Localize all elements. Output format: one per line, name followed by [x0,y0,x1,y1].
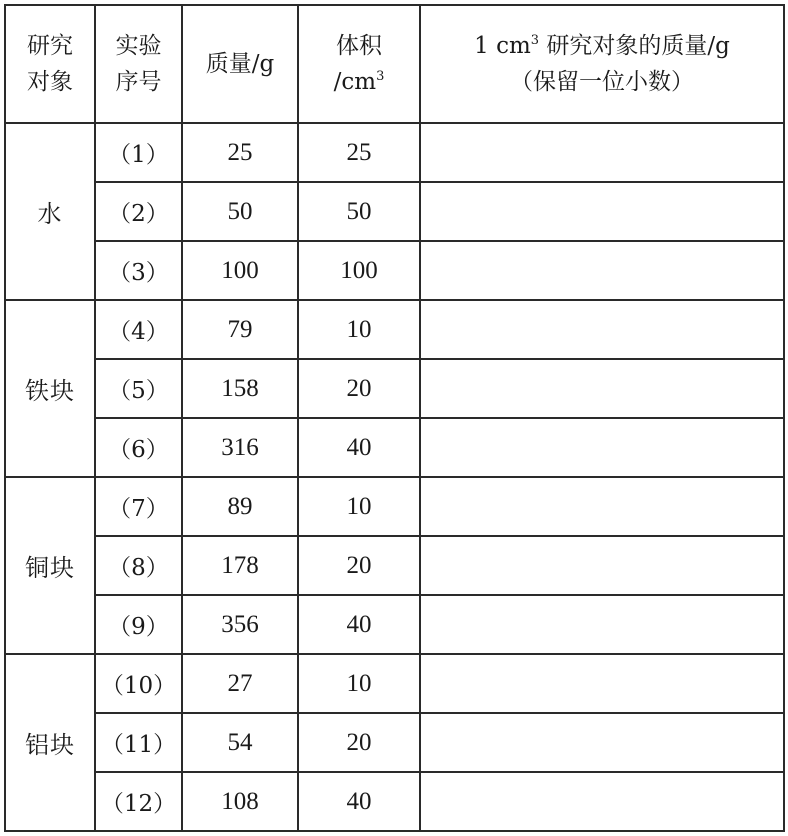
table-row [5,123,784,182]
trial-cell: （2） [95,182,182,241]
mass-cell: 108 [182,772,298,831]
volume-cell: 10 [298,477,420,536]
mass-cell: 316 [182,418,298,477]
unit-mass-answer-cell[interactable] [420,654,784,713]
unit-mass-answer-cell[interactable] [420,772,784,831]
trial-cell: （11） [95,713,182,772]
table-row [5,418,784,477]
table-row [5,536,784,595]
trial-cell: （12） [95,772,182,831]
header-trial-line-2: 序号 [115,69,162,95]
density-experiment-table [4,4,785,832]
trial-cell: （1） [95,123,182,182]
header-trial [95,5,182,123]
table-row [5,595,784,654]
unit-mass-answer-cell[interactable] [420,300,784,359]
header-unit-mass-line-2: （保留一位小数） [510,69,694,95]
unit-mass-answer-cell[interactable] [420,418,784,477]
header-unit-mass [420,5,784,123]
volume-cell: 10 [298,654,420,713]
volume-cell: 40 [298,418,420,477]
trial-cell: （10） [95,654,182,713]
header-unit-mass-line-1 [421,28,783,64]
table-row [5,359,784,418]
header-subject-line-1: 研究 [27,33,73,59]
volume-cell: 20 [298,713,420,772]
mass-cell: 178 [182,536,298,595]
volume-cell: 40 [298,772,420,831]
mass-cell: 158 [182,359,298,418]
trial-cell: （7） [95,477,182,536]
table-row [5,182,784,241]
header-volume-exponent: 3 [376,69,385,84]
header-mass [182,5,298,123]
header-trial-line-1: 实验 [115,33,162,59]
unit-mass-answer-cell[interactable] [420,713,784,772]
table-row [5,772,784,831]
unit-mass-answer-cell[interactable] [420,477,784,536]
table-row [5,241,784,300]
subject-cell: 水 [5,123,95,300]
volume-cell: 20 [298,536,420,595]
header-unit-mass-exponent: 3 [530,33,540,48]
subject-cell: 铜块 [5,477,95,654]
volume-cell: 50 [298,182,420,241]
header-mass-label: 质量/g [205,51,275,77]
header-subject [5,5,95,123]
mass-cell: 50 [182,182,298,241]
unit-mass-answer-cell[interactable] [420,182,784,241]
table-row [5,300,784,359]
header-row [5,5,784,123]
volume-cell: 100 [298,241,420,300]
header-volume-line-1: 体积 [336,33,382,59]
trial-cell: （3） [95,241,182,300]
mass-cell: 25 [182,123,298,182]
subject-cell: 铝块 [5,654,95,831]
header-unit-mass-prefix: 1 cm [474,33,531,59]
trial-cell: （8） [95,536,182,595]
header-volume-line-2 [299,64,419,100]
table-row [5,477,784,536]
header-subject-line-2: 对象 [27,69,73,95]
volume-cell: 20 [298,359,420,418]
header-unit-mass-suffix: 研究对象的质量/g [539,33,730,59]
mass-cell: 54 [182,713,298,772]
table-row [5,654,784,713]
volume-cell: 25 [298,123,420,182]
volume-cell: 40 [298,595,420,654]
trial-cell: （6） [95,418,182,477]
trial-cell: （4） [95,300,182,359]
unit-mass-answer-cell[interactable] [420,595,784,654]
mass-cell: 79 [182,300,298,359]
subject-cell: 铁块 [5,300,95,477]
unit-mass-answer-cell[interactable] [420,359,784,418]
trial-cell: （9） [95,595,182,654]
unit-mass-answer-cell[interactable] [420,123,784,182]
unit-mass-answer-cell[interactable] [420,536,784,595]
mass-cell: 100 [182,241,298,300]
table-row [5,713,784,772]
header-volume [298,5,420,123]
density-experiment-table-container [4,4,783,832]
trial-cell: （5） [95,359,182,418]
mass-cell: 89 [182,477,298,536]
header-volume-unit: /cm [333,69,377,95]
mass-cell: 27 [182,654,298,713]
mass-cell: 356 [182,595,298,654]
unit-mass-answer-cell[interactable] [420,241,784,300]
volume-cell: 10 [298,300,420,359]
